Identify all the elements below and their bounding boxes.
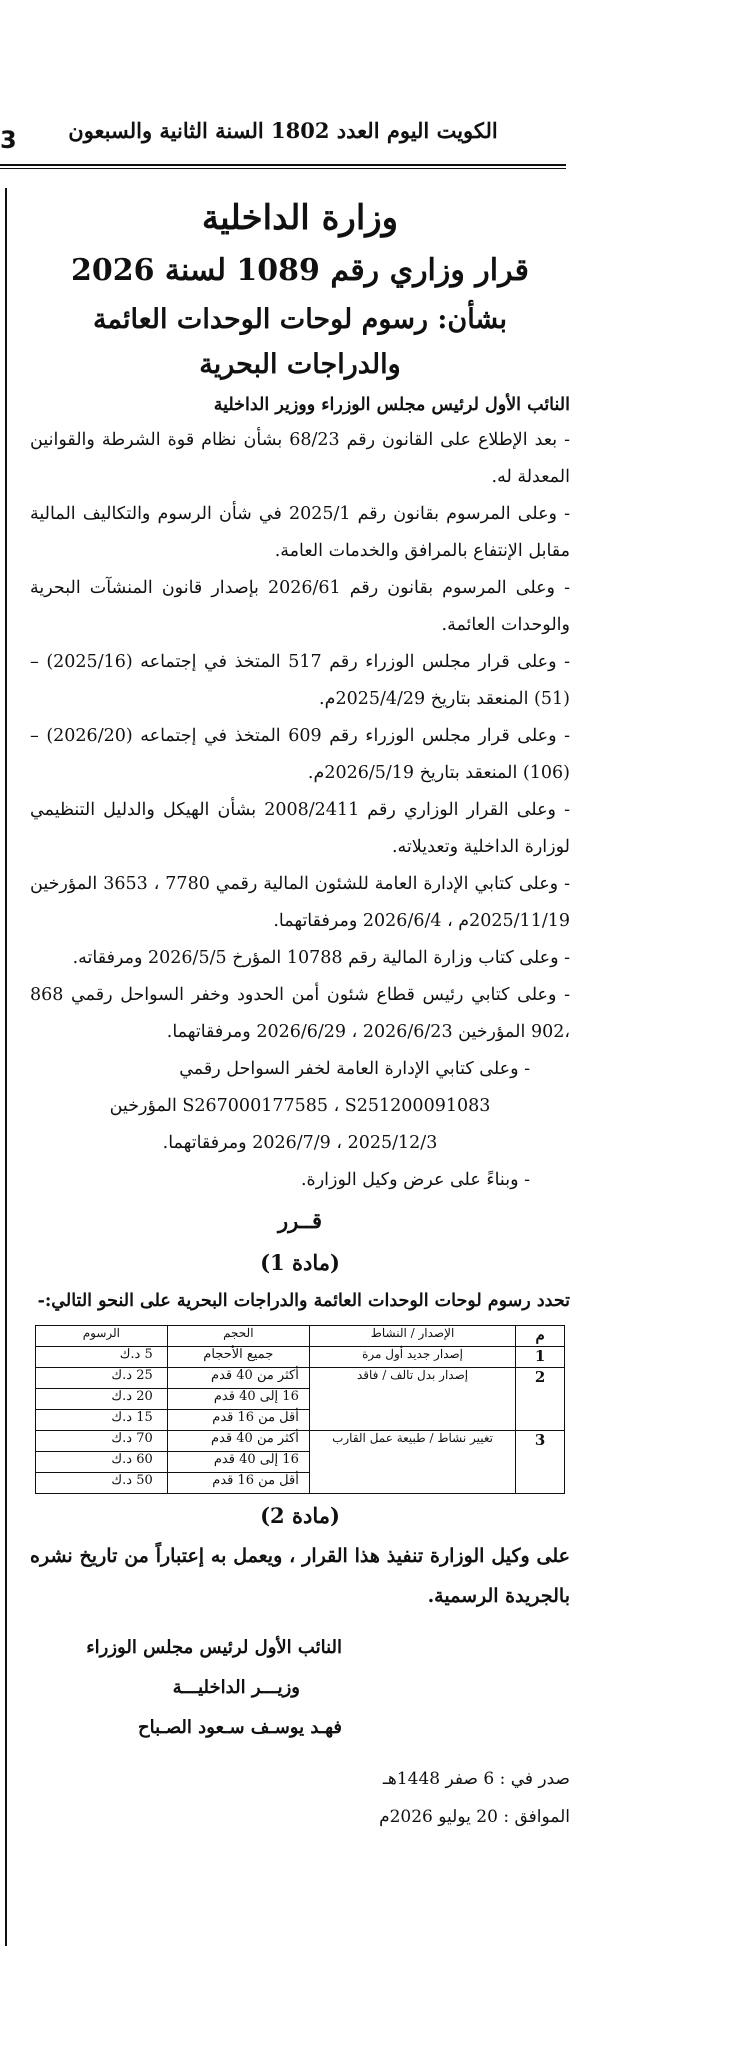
issued-hijri: صدر في : 6 صفر 1448هـ: [382, 1769, 570, 1789]
decided-heading: قــرر: [277, 1208, 323, 1233]
row-fee: 60 د.ك: [36, 1452, 168, 1473]
row-fee: 5 د.ك: [36, 1347, 168, 1368]
header-rule-thin: [0, 168, 566, 169]
ministry-title: وزارة الداخلية: [201, 198, 399, 238]
row-size: أقل من 16 قدم: [167, 1473, 309, 1494]
subject-line-2: والدراجات البحرية: [199, 349, 401, 380]
row-fee: 15 د.ك: [36, 1410, 168, 1431]
issuer-line: النائب الأول لرئيس مجلس الوزراء ووزير الداخلية: [213, 395, 570, 415]
table-row: [36, 1368, 565, 1389]
preamble-item: - وعلى القرار الوزاري رقم 2008/2411 بشأن الهيكل والدليل التنظيمي لوزارة الداخلية وتعديلاته.: [30, 800, 570, 857]
coast-guard-refs: S267000177585 ، S251200091083 المؤرخين: [109, 1096, 491, 1116]
preamble-item: - وعلى كتابي رئيس قطاع شئون أمن الحدود وخفر السواحل رقمي 868 ،902 المؤرخين 2026/6/23 ، 2026/6/29 ومرفقاتهما.: [30, 985, 570, 1042]
header-fee: الرسوم: [36, 1326, 168, 1347]
fees-table: [35, 1325, 565, 1494]
decree-title: قرار وزاري رقم 1089 لسنة 2026: [70, 253, 530, 288]
header-m: م: [516, 1326, 565, 1347]
preamble-item: - وعلى كتاب وزارة المالية رقم 10788 المؤرخ 2026/5/5 ومرفقاته.: [72, 948, 570, 968]
table-row: [36, 1347, 565, 1368]
preamble-item: - وعلى المرسوم بقانون رقم 2025/1 في شأن الرسوم والتكاليف المالية مقابل الإنتفاع بالمرافق والخدمات العامة.: [30, 504, 570, 561]
page-header: الكويت اليوم العدد 1802 السنة الثانية والسبعون: [68, 118, 498, 143]
row-activity: إصدار جديد أول مرة: [309, 1347, 515, 1368]
header-size: الحجم: [167, 1326, 309, 1347]
header-rule-thick: [0, 164, 566, 166]
article-1-text: تحدد رسوم لوحات الوحدات العائمة والدراجات البحرية على النحو التالي:-: [37, 1291, 570, 1311]
preamble-item: - بعد الإطلاع على القانون رقم 68/23 بشأن نظام قوة الشرطة والقوانين المعدلة له.: [30, 430, 570, 487]
signature-name: فهـد يوسـف سـعود الصـباح: [138, 1717, 342, 1738]
decree-body: [30, 192, 570, 1836]
signature-block: [30, 1628, 570, 1748]
row-size: أكثر من 40 قدم: [167, 1431, 309, 1452]
preamble-item: - وعلى قرار مجلس الوزراء رقم 609 المتخذ في إجتماعه (2026/20) – (106) المنعقد بتاريخ 2026/5/19م.: [30, 726, 571, 783]
table-header-row: [36, 1326, 565, 1347]
table-row: [36, 1431, 565, 1452]
row-fee: 70 د.ك: [36, 1431, 168, 1452]
preamble-item: - وعلى كتابي الإدارة العامة للشئون المالية رقمي 7780 ، 3653 المؤرخين 2025/11/19م ، 2026/6/4 ومرفقاتهما.: [30, 874, 570, 931]
row-fee: 50 د.ك: [36, 1473, 168, 1494]
row-size: أقل من 16 قدم: [167, 1410, 309, 1431]
column-divider: [5, 188, 7, 1946]
header-activity: الإصدار / النشاط: [309, 1326, 515, 1347]
based-on: - وبناءً على عرض وكيل الوزارة.: [300, 1170, 530, 1190]
issued-block: [30, 1760, 570, 1836]
subject-line-1: بشأن: رسوم لوحات الوحدات العائمة: [92, 304, 508, 335]
signature-title-1: النائب الأول لرئيس مجلس الوزراء: [86, 1637, 342, 1658]
row-fee: 25 د.ك: [36, 1368, 168, 1389]
signature-title-2: وزيـــر الداخليـــة: [172, 1677, 300, 1698]
page-number: 3: [0, 126, 17, 154]
preamble-item: - وعلى كتابي الإدارة العامة لخفر السواحل رقمي: [179, 1059, 530, 1079]
article-2-heading: (مادة 2): [260, 1503, 340, 1528]
preamble-item: - وعلى المرسوم بقانون رقم 2026/61 بإصدار قانون المنشآت البحرية والوحدات العائمة.: [30, 578, 570, 635]
coast-guard-dates: 2025/12/3 ، 2026/7/9 ومرفقاتهما.: [162, 1133, 438, 1153]
row-size: 16 إلى 40 قدم: [167, 1452, 309, 1473]
row-number: 2: [516, 1368, 565, 1431]
issued-gregorian: الموافق : 20 يوليو 2026م: [379, 1807, 570, 1827]
row-number: 3: [516, 1431, 565, 1494]
row-activity: إصدار بدل تالف / فاقد: [309, 1368, 515, 1431]
row-size: جميع الأحجام: [167, 1347, 309, 1368]
row-activity: تغيير نشاط / طبيعة عمل القارب: [309, 1431, 515, 1494]
row-number: 1: [516, 1347, 565, 1368]
row-size: أكثر من 40 قدم: [167, 1368, 309, 1389]
row-fee: 20 د.ك: [36, 1389, 168, 1410]
row-size: 16 إلى 40 قدم: [167, 1389, 309, 1410]
article-1-heading: (مادة 1): [260, 1250, 340, 1275]
preamble-item: - وعلى قرار مجلس الوزراء رقم 517 المتخذ في إجتماعه (2025/16) – (51) المنعقد بتاريخ 2025/4/29م.: [30, 652, 571, 709]
article-2-text: على وكيل الوزارة تنفيذ هذا القرار ، ويعمل به إعتباراً من تاريخ نشره بالجريدة الرسمية.: [30, 1545, 570, 1607]
